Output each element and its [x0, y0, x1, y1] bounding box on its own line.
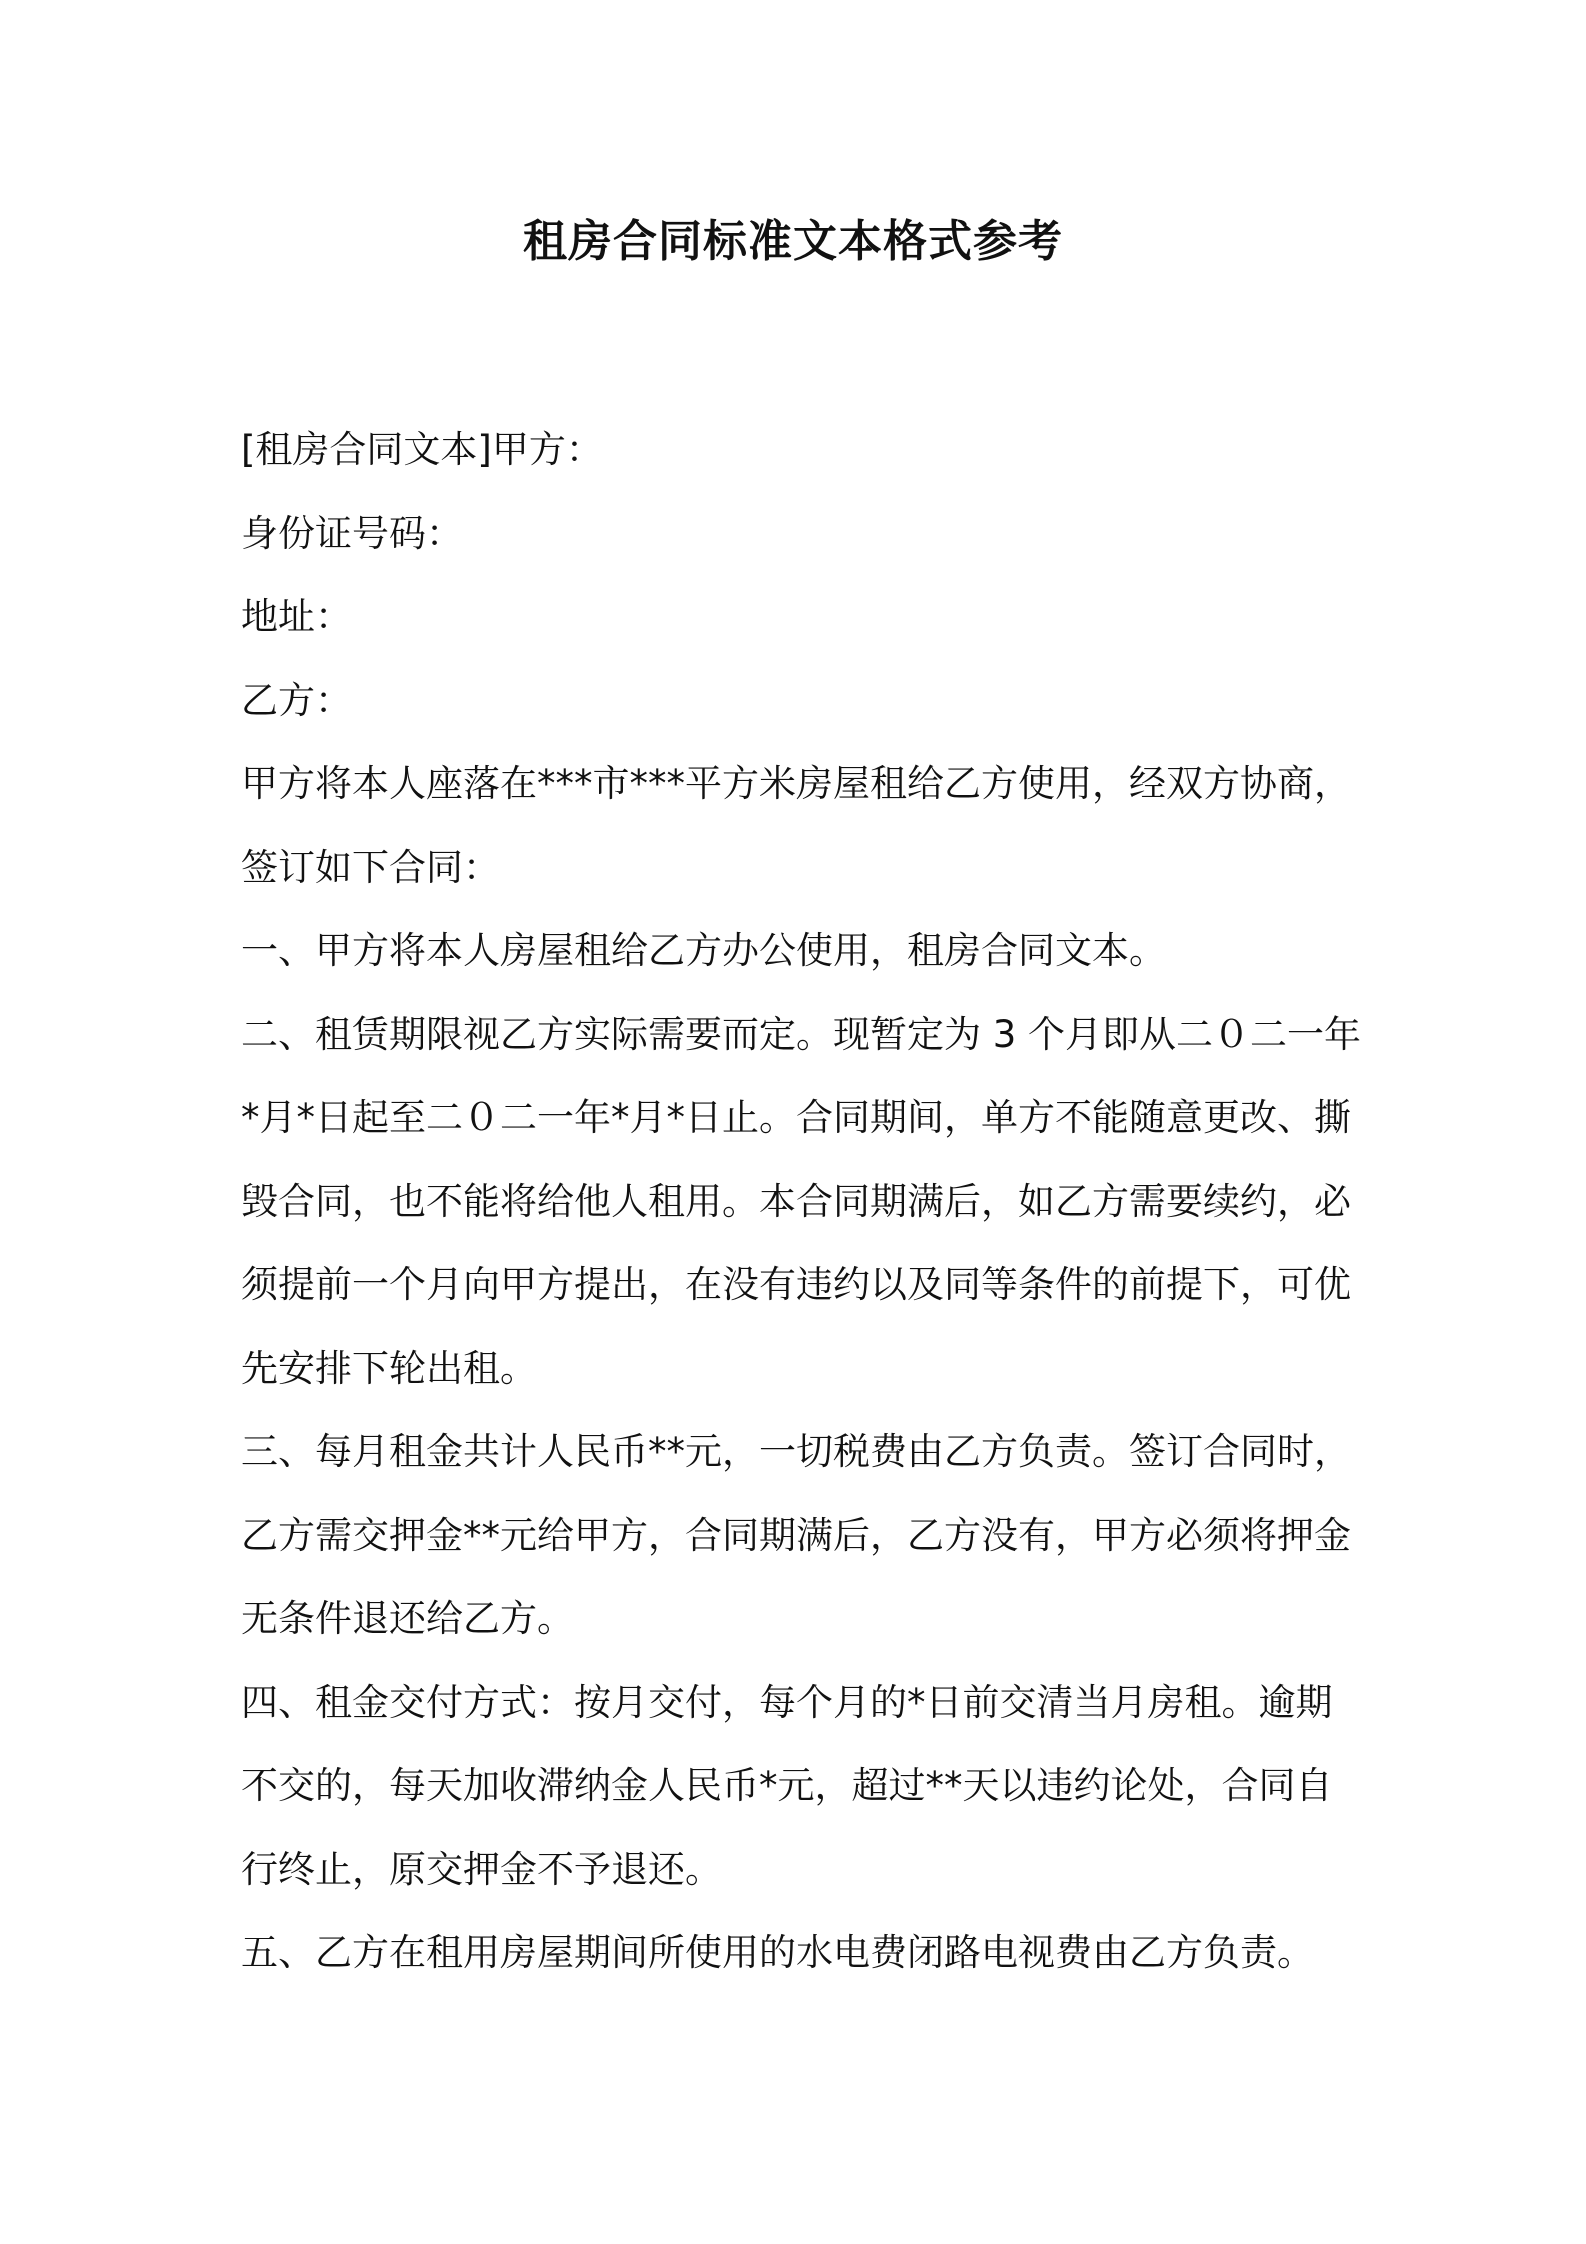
clause-3-line: 乙方需交押金**元给甲方，合同期满后，乙方没有，甲方必须将押金 [241, 1513, 1351, 1557]
intro-line: 甲方将本人座落在***市***平方米房屋租给乙方使用，经双方协商， [241, 762, 1351, 805]
party-a-line: [租房合同文本]甲方： [241, 428, 603, 471]
clause-4-line: 四、租金交付方式：按月交付，每个月的*日前交清当月房租。逾期 [241, 1680, 1333, 1724]
address-line: 地址： [241, 595, 352, 638]
clause-2-line: *月*日起至二０二一年*月*日止。合同期间，单方不能随意更改、撕 [241, 1096, 1351, 1139]
clause-4-line: 行终止，原交押金不予退还。 [241, 1847, 722, 1891]
clause-4-line: 不交的，每天加收滞纳金人民币*元，超过**天以违约论处，合同自 [241, 1764, 1333, 1807]
clause-2-line: 二、租赁期限视乙方实际需要而定。现暂定为 3 个月即从二０二一年 [241, 1012, 1362, 1056]
clause-2-line: 先安排下轮出租。 [241, 1346, 537, 1390]
intro-line: 签订如下合同： [241, 845, 500, 889]
id-number-line: 身份证号码： [241, 511, 463, 555]
document-body [241, 408, 1362, 1995]
clause-3-line: 三、每月租金共计人民币**元，一切税费由乙方负责。签订合同时， [241, 1430, 1351, 1473]
clause-3-line: 无条件退还给乙方。 [241, 1597, 574, 1640]
clause-2-line: 毁合同，也不能将给他人租用。本合同期满后，如乙方需要续约，必 [241, 1179, 1351, 1223]
clause-1-line: 一、甲方将本人房屋租给乙方办公使用，租房合同文本。 [241, 929, 1166, 972]
document-title: 租房合同标准文本格式参考 [523, 216, 1063, 267]
clause-5-line: 五、乙方在租用房屋期间所使用的水电费闭路电视费由乙方负责。 [241, 1931, 1314, 1974]
party-b-line: 乙方： [241, 678, 352, 722]
clause-2-line: 须提前一个月向甲方提出，在没有违约以及同等条件的前提下，可优 [241, 1263, 1351, 1306]
